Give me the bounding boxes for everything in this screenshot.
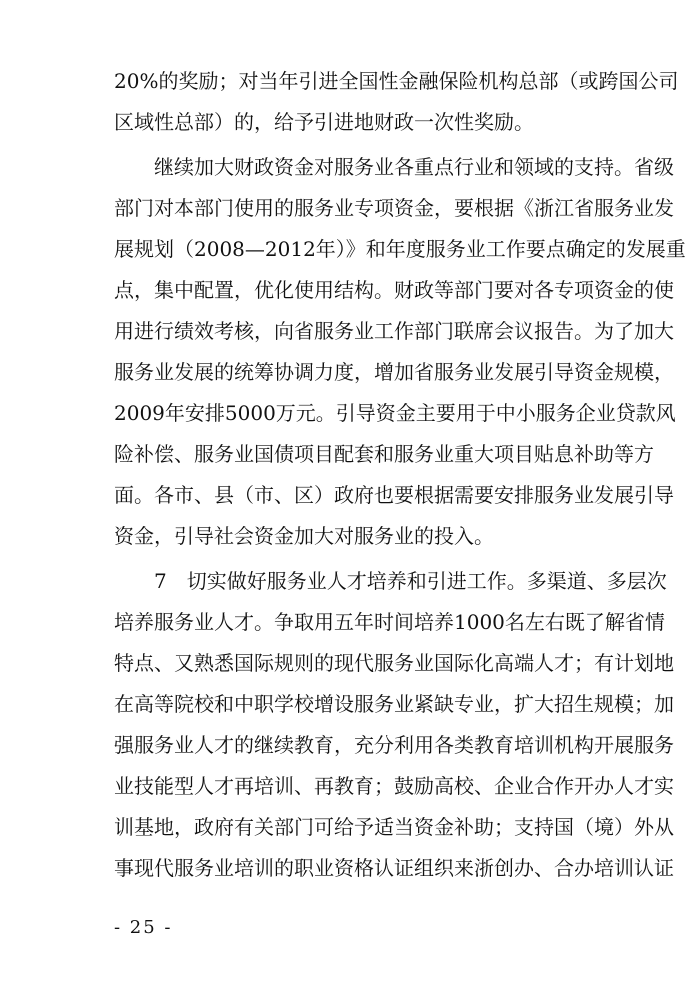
paragraph-3-line-7: 训基地，政府有关部门可给予适当资金补助；支持国（境）外从 [114, 815, 674, 839]
paragraph-3-line-1: 7 切实做好服务业人才培养和引进工作。多渠道、多层次 [154, 569, 667, 593]
paragraph-3-line-6: 业技能型人才再培训、再教育；鼓励高校、企业合作开办人才实 [114, 774, 674, 798]
paragraph-2-line-8: 险补偿、服务业国债项目配套和服务业重大项目贴息补助等方 [114, 442, 654, 466]
paragraph-1-line-2: 区域性总部）的，给予引进地财政一次性奖励。 [114, 110, 534, 134]
paragraph-2-line-10: 资金，引导社会资金加大对服务业的投入。 [114, 524, 494, 548]
paragraph-2-line-5: 用进行绩效考核，向省服务业工作部门联席会议报告。为了加大 [114, 319, 674, 343]
paragraph-2-line-4: 点，集中配置，优化使用结构。财政等部门要对各专项资金的使 [114, 278, 674, 302]
paragraph-3-line-5: 强服务业人才的继续教育，充分利用各类教育培训机构开展服务 [114, 733, 674, 757]
paragraph-3-line-2: 培养服务业人才。争取用五年时间培养1000名左右既了解省情 [114, 610, 665, 634]
paragraph-1-line-1: 20%的奖励；对当年引进全国性金融保险机构总部（或跨国公司 [114, 69, 679, 93]
paragraph-2-line-6: 服务业发展的统筹协调力度，增加省服务业发展引导资金规模， [114, 360, 674, 384]
paragraph-2-line-7: 2009年安排5000万元。引导资金主要用于中小服务企业贷款风 [114, 401, 676, 425]
paragraph-2-line-1: 继续加大财政资金对服务业各重点行业和领域的支持。省级 [154, 155, 674, 179]
paragraph-2-line-3: 展规划（2008—2012年）》和年度服务业工作要点确定的发展重 [114, 237, 686, 261]
paragraph-3-line-8: 事现代服务业培训的职业资格认证组织来浙创办、合办培训认证 [114, 856, 674, 880]
paragraph-2-line-9: 面。各市、县（市、区）政府也要根据需要安排服务业发展引导 [114, 483, 674, 507]
page-number: - 25 - [114, 917, 173, 938]
paragraph-3-line-4: 在高等院校和中职学校增设服务业紧缺专业，扩大招生规模；加 [114, 692, 674, 716]
paragraph-2-line-2: 部门对本部门使用的服务业专项资金，要根据《浙江省服务业发 [114, 196, 674, 220]
paragraph-3-line-3: 特点、又熟悉国际规则的现代服务业国际化高端人才；有计划地 [114, 651, 674, 675]
